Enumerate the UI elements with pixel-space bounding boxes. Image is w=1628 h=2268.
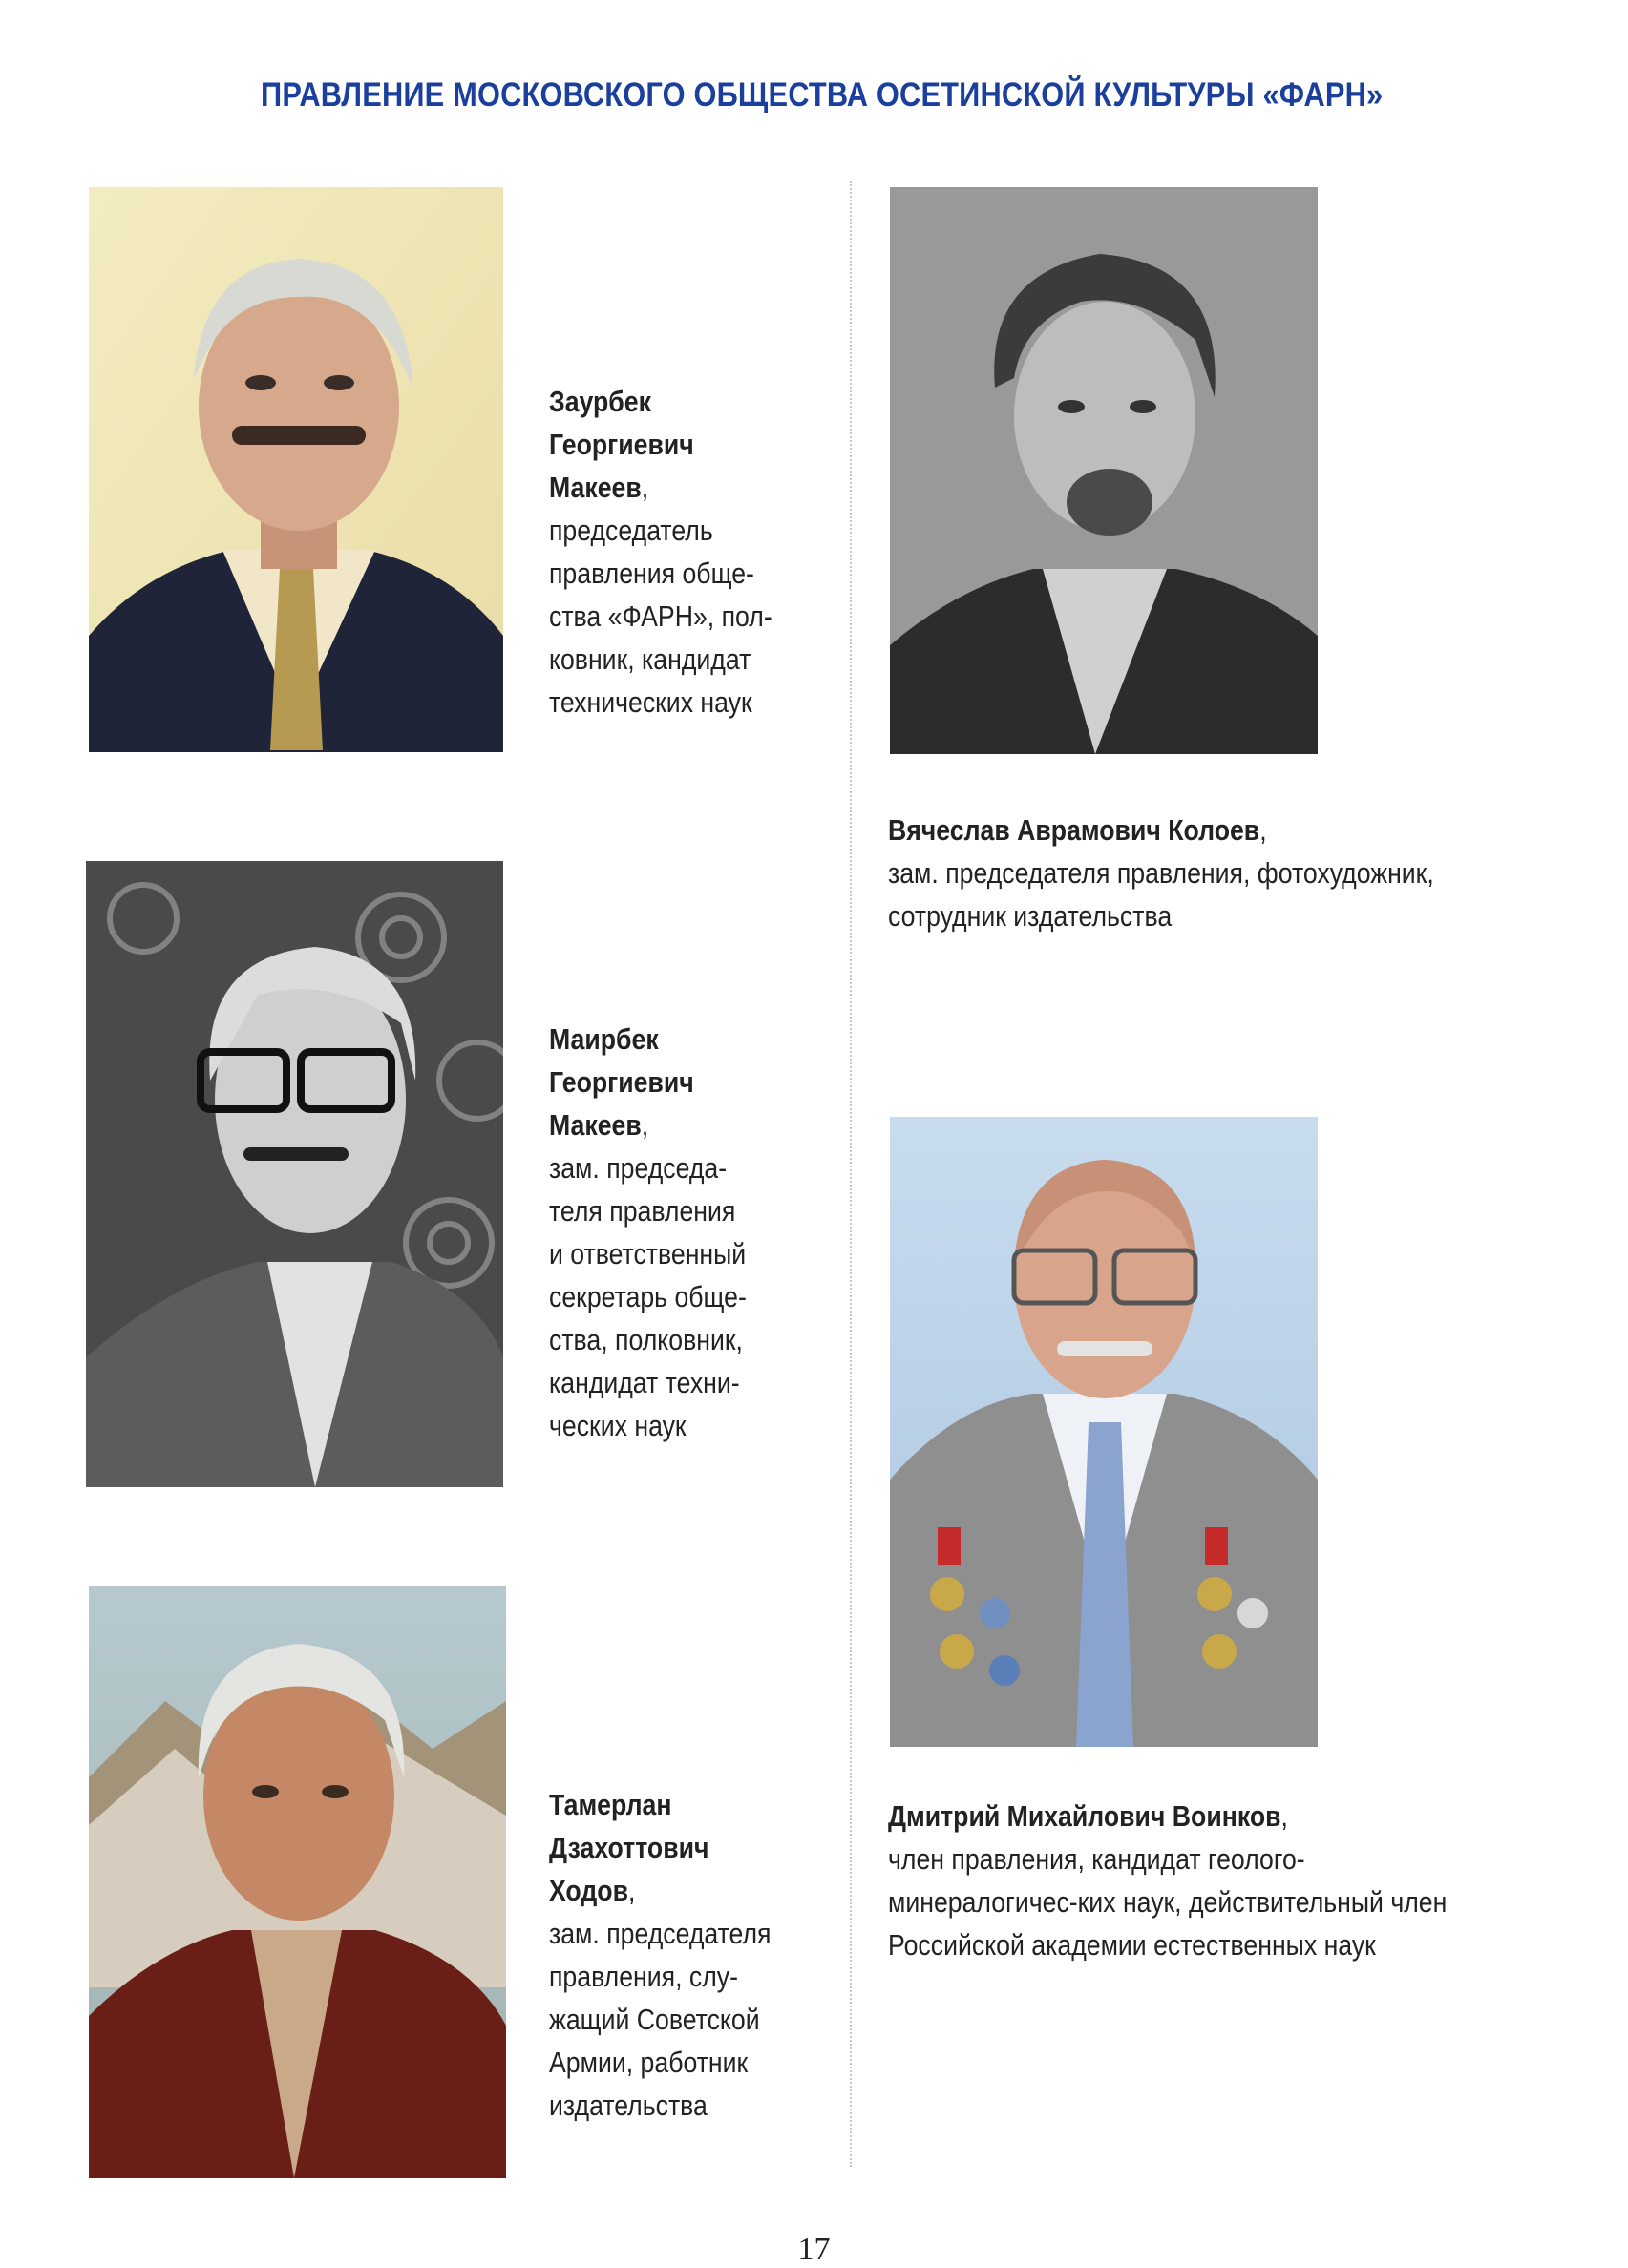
member-name-line: Ходов	[549, 1874, 628, 1907]
member-caption-2	[888, 808, 1614, 937]
member-role-line: жащий Советской	[549, 2003, 760, 2036]
page-number: 17	[797, 2232, 831, 2267]
member-role-line: ства, полковник,	[549, 1323, 743, 1356]
member-name-line: Заурбек	[549, 385, 651, 418]
member-role-line: председатель	[549, 514, 713, 547]
portrait-photo-vyacheslav-koloev	[890, 187, 1318, 754]
member-role-line: Российской академии естественных наук	[888, 1928, 1376, 1962]
member-caption-5	[549, 1783, 835, 2127]
name-comma: ,	[1259, 813, 1267, 847]
member-name-line: Маирбек	[549, 1022, 659, 1056]
member-role-line: минералогичес-ких наук, действительный член	[888, 1885, 1448, 1919]
member-role-line: теля правления	[549, 1194, 736, 1228]
portrait-photo-zaurbek-makeev	[89, 187, 503, 752]
member-role-line: ческих наук	[549, 1409, 687, 1442]
member-role-line: технических наук	[549, 685, 752, 719]
member-role-line: ства «ФАРН», пол-	[549, 599, 772, 633]
portrait-photo-dmitry-voinkov	[890, 1117, 1318, 1747]
name-comma: ,	[627, 1874, 636, 1907]
name-comma: ,	[641, 471, 649, 504]
member-role-line: секретарь обще-	[549, 1280, 747, 1313]
member-role-line: кандидат техни-	[549, 1366, 740, 1399]
name-comma: ,	[641, 1108, 649, 1142]
member-name-line: Вячеслав Аврамович Колоев	[888, 813, 1260, 847]
member-role-line: и ответственный	[549, 1237, 747, 1270]
page-title: ПРАВЛЕНИЕ МОСКОВСКОГО ОБЩЕСТВА ОСЕТИНСКОЙ КУЛЬТУРЫ «ФАРН»	[261, 76, 1384, 114]
member-caption-3	[549, 1018, 835, 1447]
member-role-line: издательства	[549, 2089, 708, 2122]
portrait-photo-mairbek-makeev	[86, 861, 503, 1487]
member-name-line: Георгиевич	[549, 1065, 694, 1099]
name-comma: ,	[1280, 1799, 1288, 1833]
member-name-line: Георгиевич	[549, 428, 694, 461]
member-caption-4	[888, 1795, 1614, 1966]
member-role-line: зам. председа-	[549, 1151, 728, 1185]
member-role-line: правления обще-	[549, 556, 754, 590]
portrait-photo-tamerlan-khodov	[89, 1586, 506, 2178]
member-name-line: Макеев	[549, 471, 642, 504]
member-name-line: Дмитрий Михайлович Воинков	[888, 1799, 1281, 1833]
member-role-line: ковник, кандидат	[549, 642, 751, 676]
member-role-line: сотрудник издательства	[888, 899, 1173, 933]
member-caption-1	[549, 380, 835, 724]
member-role-line: правления, слу-	[549, 1960, 738, 1993]
column-divider	[850, 181, 852, 2167]
member-name-line: Дзахоттович	[549, 1831, 709, 1864]
member-role-line: зам. председателя	[549, 1917, 772, 1950]
member-role-line: Армии, работник	[549, 2046, 749, 2079]
member-name-line: Макеев	[549, 1108, 642, 1142]
member-role-line: член правления, кандидат геолого-	[888, 1842, 1305, 1876]
member-name-line: Тамерлан	[549, 1788, 672, 1821]
member-role-line: зам. председателя правления, фотохудожник,	[888, 856, 1434, 890]
